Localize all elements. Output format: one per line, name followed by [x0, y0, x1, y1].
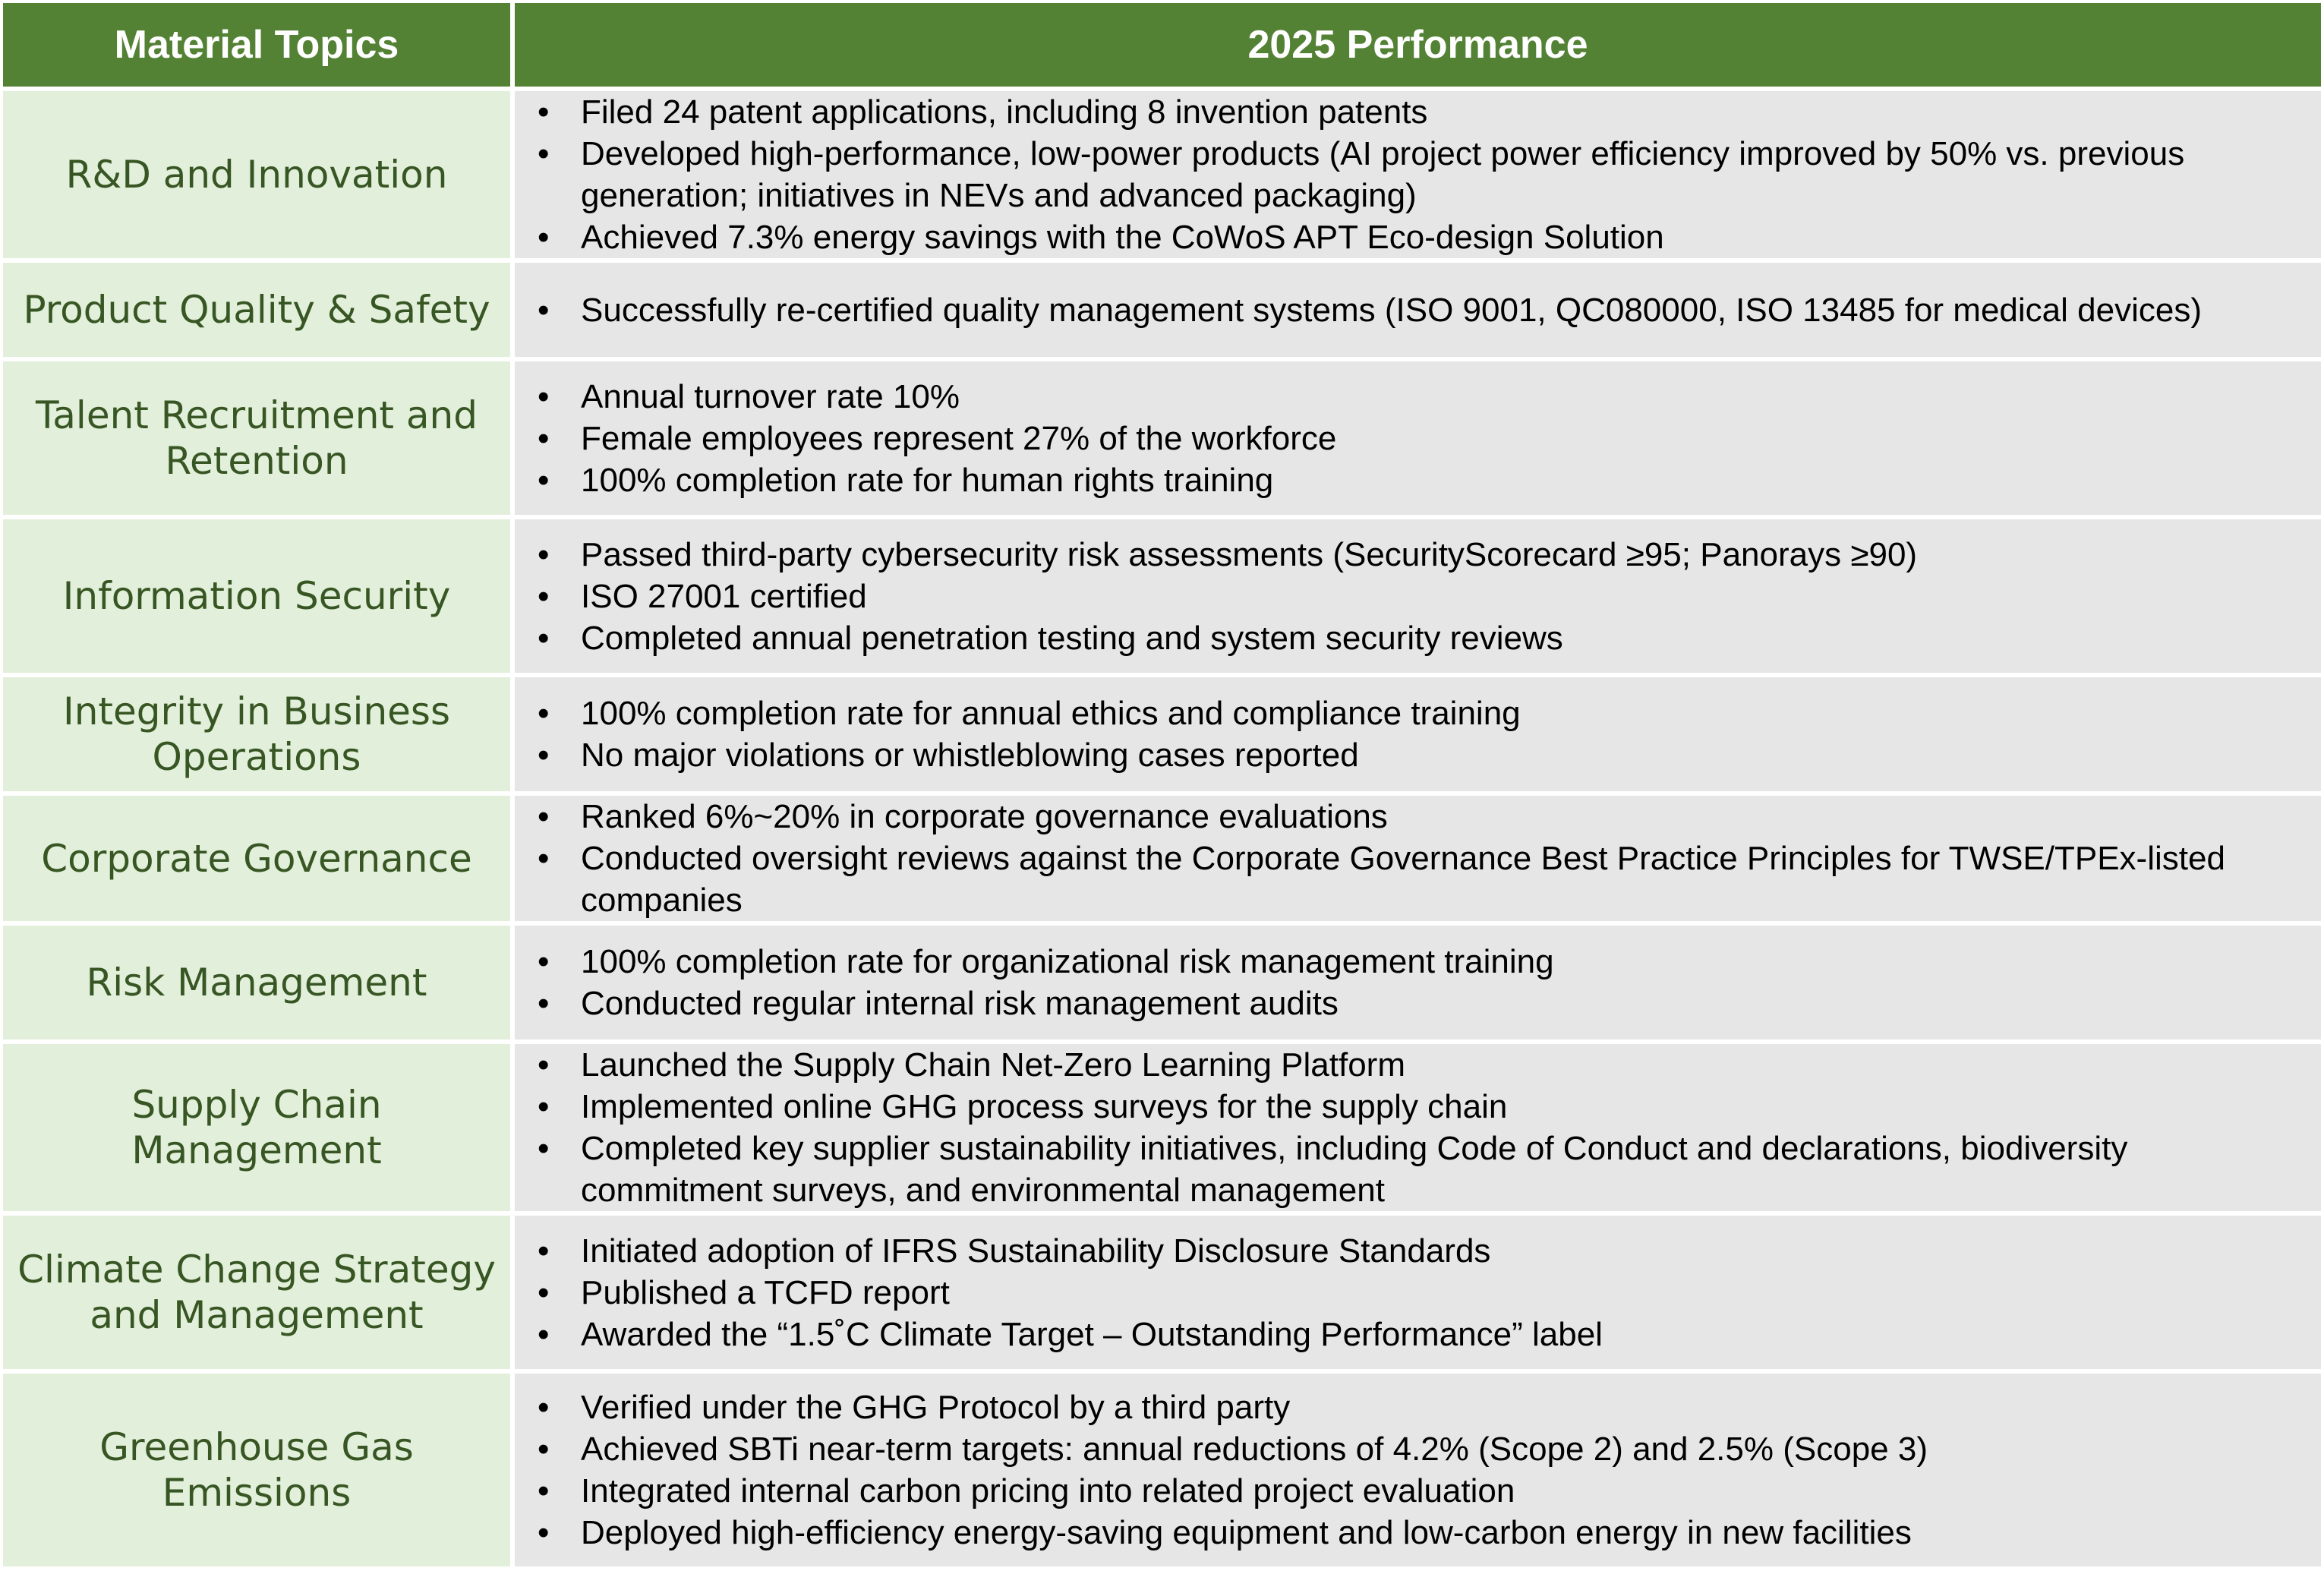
list-item: • Initiated adoption of IFRS Sustainability Disclosure Standards — [515, 1230, 2300, 1272]
list-item: • 100% completion rate for organizational risk management training — [515, 941, 2300, 983]
list-item: • ISO 27001 certified — [515, 576, 2300, 617]
performance-cell — [512, 1042, 2321, 1213]
table-row — [3, 260, 2321, 359]
list-item: • Developed high-performance, low-power products (AI project power efficiency improved by 50% vs. previous generation; initiatives in NEVs and advanced packaging) — [515, 133, 2300, 216]
performance-cell — [512, 1371, 2321, 1569]
performance-list — [515, 1386, 2300, 1554]
topic-cell: R&D and Innovation — [3, 89, 512, 260]
list-item: • Ranked 6%~20% in corporate governance evaluations — [515, 796, 2300, 838]
list-item: • Filed 24 patent applications, including 8 invention patents — [515, 91, 2300, 133]
performance-list — [515, 941, 2300, 1024]
performance-list — [515, 376, 2300, 501]
topic-cell: Supply Chain Management — [3, 1042, 512, 1213]
list-item: • Conducted regular internal risk management audits — [515, 983, 2300, 1024]
table-row — [3, 923, 2321, 1042]
list-item: • Implemented online GHG process surveys for the supply chain — [515, 1086, 2300, 1128]
performance-list — [515, 289, 2300, 331]
list-item: • Verified under the GHG Protocol by a third party — [515, 1386, 2300, 1428]
performance-list — [515, 796, 2300, 921]
performance-cell — [512, 1213, 2321, 1371]
table-row — [3, 1042, 2321, 1213]
list-item: • Passed third-party cybersecurity risk assessments (SecurityScorecard ≥95; Panorays ≥90) — [515, 534, 2300, 576]
header-material-topics: Material Topics — [3, 3, 512, 89]
table-row — [3, 1371, 2321, 1569]
performance-list — [515, 91, 2300, 258]
list-item: • Deployed high-efficiency energy-saving equipment and low-carbon energy in new facilities — [515, 1512, 2300, 1554]
topic-cell: Talent Recruitment and Retention — [3, 359, 512, 517]
list-item: • Annual turnover rate 10% — [515, 376, 2300, 418]
list-item: • Awarded the “1.5˚C Climate Target – Outstanding Performance” label — [515, 1314, 2300, 1355]
table-row — [3, 89, 2321, 260]
performance-list — [515, 692, 2300, 776]
list-item: • 100% completion rate for annual ethics and compliance training — [515, 692, 2300, 734]
material-topics-document — [3, 3, 2321, 1560]
table-row — [3, 1213, 2321, 1371]
table-header-row — [3, 3, 2321, 89]
topic-cell: Integrity in Business Operations — [3, 675, 512, 793]
performance-cell — [512, 89, 2321, 260]
table-row — [3, 793, 2321, 923]
list-item: • Integrated internal carbon pricing into related project evaluation — [515, 1470, 2300, 1512]
performance-cell — [512, 260, 2321, 359]
topic-cell: Greenhouse Gas Emissions — [3, 1371, 512, 1569]
list-item: • Published a TCFD report — [515, 1272, 2300, 1314]
list-item: • Completed annual penetration testing and system security reviews — [515, 617, 2300, 659]
performance-cell — [512, 793, 2321, 923]
header-2025-performance: 2025 Performance — [512, 3, 2321, 89]
performance-cell — [512, 923, 2321, 1042]
material-topics-table — [3, 3, 2321, 1571]
topic-cell: Product Quality & Safety — [3, 260, 512, 359]
table-row — [3, 359, 2321, 517]
topic-cell: Climate Change Strategy and Management — [3, 1213, 512, 1371]
performance-cell — [512, 359, 2321, 517]
list-item: • Completed key supplier sustainability initiatives, including Code of Conduct and declarations, biodiversity commitment surveys, and environmental management — [515, 1128, 2300, 1211]
list-item: • No major violations or whistleblowing cases reported — [515, 734, 2300, 776]
performance-cell — [512, 517, 2321, 675]
performance-cell — [512, 675, 2321, 793]
list-item: • Achieved SBTi near-term targets: annual reductions of 4.2% (Scope 2) and 2.5% (Scope 3) — [515, 1428, 2300, 1470]
list-item: • Launched the Supply Chain Net-Zero Learning Platform — [515, 1044, 2300, 1086]
list-item: • Achieved 7.3% energy savings with the CoWoS APT Eco-design Solution — [515, 216, 2300, 258]
list-item: • Successfully re-certified quality management systems (ISO 9001, QC080000, ISO 13485 for medical devices) — [515, 289, 2300, 331]
table-row — [3, 517, 2321, 675]
topic-cell: Risk Management — [3, 923, 512, 1042]
topic-cell: Information Security — [3, 517, 512, 675]
table-row — [3, 675, 2321, 793]
performance-list — [515, 1230, 2300, 1355]
topic-cell: Corporate Governance — [3, 793, 512, 923]
list-item: • Female employees represent 27% of the workforce — [515, 418, 2300, 459]
performance-list — [515, 1044, 2300, 1211]
performance-list — [515, 534, 2300, 659]
list-item: • Conducted oversight reviews against the Corporate Governance Best Practice Principles for TWSE/TPEx-listed companies — [515, 838, 2300, 921]
list-item: • 100% completion rate for human rights training — [515, 459, 2300, 501]
